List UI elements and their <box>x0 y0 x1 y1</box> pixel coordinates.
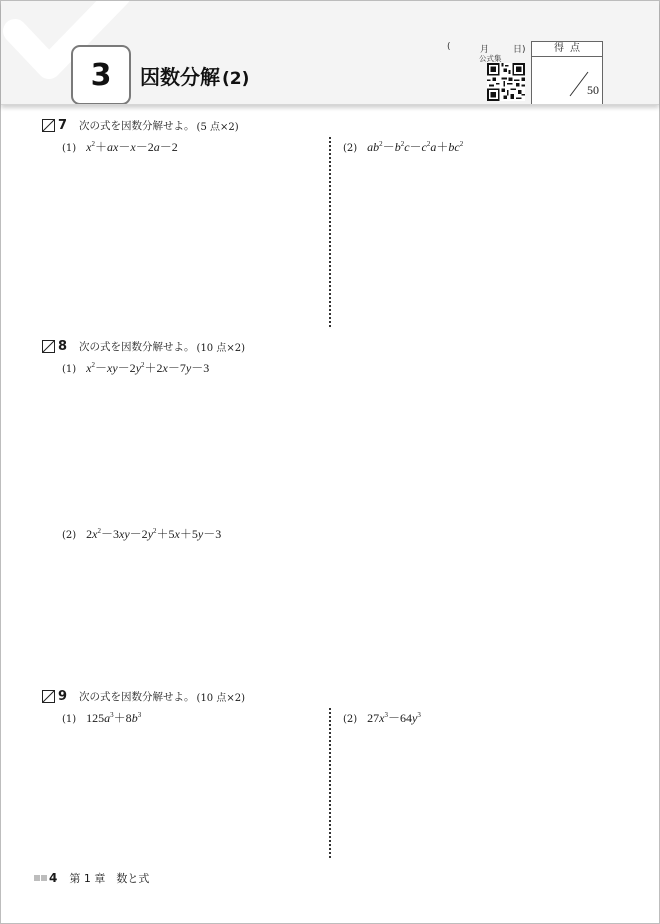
checkbox-icon[interactable] <box>42 690 55 703</box>
page-title <box>140 61 249 90</box>
problem-points: (5 点×2) <box>196 122 239 133</box>
page-title-suffix: (2) <box>222 69 250 89</box>
worksheet-header <box>1 1 659 105</box>
problem-instruction: 次の式を因数分解せよ。 <box>79 120 195 132</box>
problem-instruction: 次の式を因数分解せよ。 <box>79 341 195 353</box>
problem-points: (10 点×2) <box>196 693 245 704</box>
math-expression: $125a^3+8b^3$ <box>86 711 142 725</box>
column-divider <box>329 708 331 858</box>
problem-9-1 <box>62 709 141 726</box>
checkbox-icon[interactable] <box>42 340 55 353</box>
date-month: 月 <box>480 45 490 55</box>
problem-7-header <box>42 118 239 133</box>
math-expression: $ab^2-b^2c-c^2a+bc^2$ <box>367 140 464 154</box>
problem-8-header <box>42 339 245 354</box>
problem-8-1 <box>62 359 209 376</box>
score-box[interactable] <box>531 41 603 105</box>
footer-bars-icon <box>34 875 47 881</box>
sub-label: (2) <box>62 530 77 541</box>
math-expression: $27x^3-64y^3$ <box>367 711 421 725</box>
problem-7-1 <box>62 138 178 155</box>
chapter-title: 第 1 章 数と式 <box>69 872 150 885</box>
sub-label: (1) <box>62 143 77 154</box>
qr-code-icon[interactable] <box>487 63 525 101</box>
problem-points: (10 点×2) <box>196 343 245 354</box>
date-open: ( <box>447 42 451 52</box>
sub-label: (1) <box>62 364 77 375</box>
problem-number: 9 <box>58 689 68 704</box>
problem-7-2 <box>343 138 463 155</box>
sub-label: (1) <box>62 714 77 725</box>
problem-instruction: 次の式を因数分解せよ。 <box>79 691 195 703</box>
score-label: 得点 <box>532 42 602 57</box>
column-divider <box>329 137 331 327</box>
page-footer <box>34 870 149 886</box>
problem-number: 8 <box>58 339 68 354</box>
math-expression: $x^2+ax-x-2a-2$ <box>86 140 178 154</box>
sub-label: (2) <box>343 143 358 154</box>
section-number: 3 <box>71 45 131 105</box>
problem-number: 7 <box>58 118 68 133</box>
problem-8-2 <box>62 525 221 542</box>
sub-label: (2) <box>343 714 358 725</box>
score-total: 50 <box>587 83 599 97</box>
formula-collection-label: 公式集 <box>479 54 502 63</box>
date-day: 日) <box>513 45 526 55</box>
problem-9-header <box>42 689 245 704</box>
page-number: 4 <box>49 871 58 885</box>
page-title-main: 因数分解 <box>140 65 220 89</box>
problem-9-2 <box>343 709 421 726</box>
math-expression: $x^2-xy-2y^2+2x-7y-3$ <box>86 361 210 375</box>
math-expression: $2x^2-3xy-2y^2+5x+5y-3$ <box>86 527 222 541</box>
checkbox-icon[interactable] <box>42 119 55 132</box>
